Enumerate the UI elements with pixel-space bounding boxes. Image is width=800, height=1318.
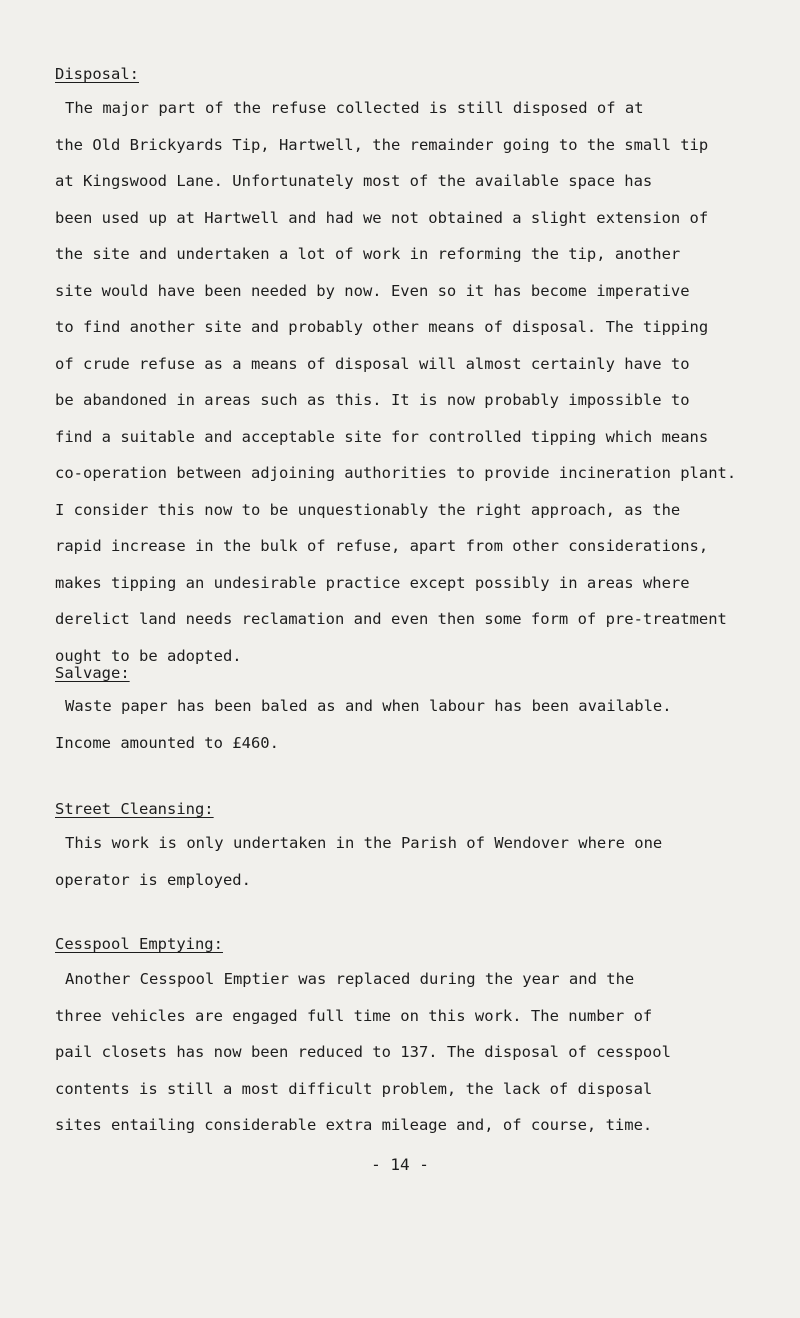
text-line: to find another site and probably other means of disposal. The tipping xyxy=(55,318,709,336)
text-line: makes tipping an undesirable practice except possibly in areas where xyxy=(55,573,690,592)
text-line: Waste paper has been baled as and when labour has been available. xyxy=(65,697,672,715)
text-line: been used up at Hartwell and had we not obtained a slight extension of xyxy=(55,208,709,227)
section-heading-street-cleansing: Street Cleansing: xyxy=(55,800,214,818)
text-line: ought to be adopted. xyxy=(55,646,242,665)
text-line: the Old Brickyards Tip, Hartwell, the remainder going to the small tip xyxy=(55,135,709,154)
text-line: sites entailing considerable extra mileage and, of course, time. xyxy=(55,1116,653,1134)
text-line: contents is still a most difficult problem, the lack of disposal xyxy=(55,1079,653,1098)
text-line: rapid increase in the bulk of refuse, apart from other considerations, xyxy=(55,537,709,555)
text-line: I consider this now to be unquestionably the right approach, as the xyxy=(55,500,681,519)
text-line: The major part of the refuse collected is still disposed of at xyxy=(65,99,644,117)
text-line: operator is employed. xyxy=(55,870,251,889)
text-line: be abandoned in areas such as this. It is now probably impossible to xyxy=(55,391,690,409)
text-line: of crude refuse as a means of disposal will almost certainly have to xyxy=(55,354,690,373)
text-line: derelict land needs reclamation and even then some form of pre-treatment xyxy=(55,610,727,628)
section-heading-disposal: Disposal: xyxy=(55,65,139,83)
section-heading-cesspool-emptying: Cesspool Emptying: xyxy=(55,935,223,953)
text-line: three vehicles are engaged full time on this work. The number of xyxy=(55,1006,653,1025)
section-body-disposal xyxy=(55,90,795,674)
text-line: the site and undertaken a lot of work in reforming the tip, another xyxy=(55,245,681,263)
text-line: pail closets has now been reduced to 137. The disposal of cesspool xyxy=(55,1043,671,1061)
text-line: co-operation between adjoining authorities to provide incineration plant. xyxy=(55,464,737,482)
section-body-street-cleansing xyxy=(55,825,795,898)
text-line: This work is only undertaken in the Parish of Wendover where one xyxy=(65,834,663,852)
text-line: Income amounted to £460. xyxy=(55,733,279,752)
text-line: site would have been needed by now. Even so it has become imperative xyxy=(55,281,690,300)
text-line: at Kingswood Lane. Unfortunately most of the available space has xyxy=(55,172,653,190)
section-body-salvage xyxy=(55,688,795,761)
text-line: find a suitable and acceptable site for controlled tipping which means xyxy=(55,427,709,446)
section-body-cesspool-emptying xyxy=(55,961,795,1144)
section-heading-salvage: Salvage: xyxy=(55,664,130,682)
page-number: - 14 - xyxy=(371,1155,429,1174)
text-line: Another Cesspool Emptier was replaced during the year and the xyxy=(65,970,635,988)
